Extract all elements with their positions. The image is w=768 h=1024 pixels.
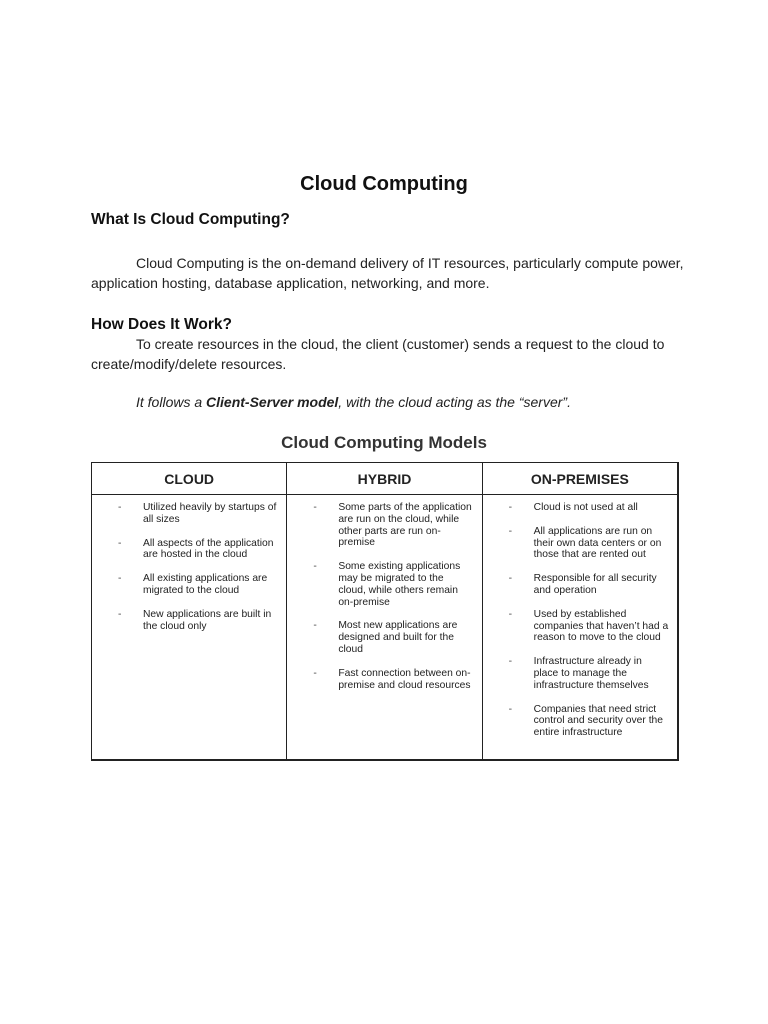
column-header: ON-PREMISES: [483, 463, 677, 495]
list-item-text: New applications are built in the cloud only: [143, 608, 272, 632]
list-item: [509, 656, 669, 691]
table-column-on-premises: [483, 463, 677, 759]
bullet-dash: -: [313, 561, 317, 573]
list-item: [118, 609, 278, 633]
list-item-text: Infrastructure already in place to manage the infrastructure themselves: [533, 656, 649, 691]
list-item: [118, 538, 278, 562]
list-item-text: Used by established companies that haven’t had a reason to move to the cloud: [533, 608, 669, 644]
list-item-text: All existing applications are migrated to the cloud: [143, 573, 268, 596]
paragraph-line: To create resources in the cloud, the client (customer) sends a request to the cloud to: [136, 336, 665, 352]
list-item: [313, 561, 473, 608]
list-item-text: Most new applications are designed and built for the cloud: [338, 620, 458, 655]
model-note-suffix: , with the cloud acting as the “server”.: [338, 394, 571, 410]
section-heading-how: How Does It Work?: [91, 316, 232, 333]
section-paragraph-what: [91, 254, 691, 293]
models-table: [91, 462, 679, 761]
bullet-dash: -: [118, 608, 122, 620]
list-item-text: Companies that need strict control and security over the entire infrastructure: [533, 703, 664, 739]
model-note-emphasis: Client-Server model: [206, 394, 339, 410]
list-item: [313, 502, 473, 549]
bullet-dash: -: [118, 537, 122, 549]
document-title: Cloud Computing: [300, 173, 468, 195]
list-item-text: Responsible for all security and operation: [533, 573, 657, 596]
list-item-text: Cloud is not used at all: [533, 502, 638, 513]
bullet-dash: -: [118, 502, 122, 513]
list-item: [509, 502, 669, 514]
list-item: [313, 620, 473, 655]
list-item: [118, 573, 278, 597]
section-paragraph-how: [91, 335, 691, 374]
bullet-dash: -: [508, 525, 513, 537]
model-note-prefix: It follows a: [136, 394, 207, 410]
table-column-cloud: [92, 463, 287, 759]
paragraph-line: create/modify/delete resources.: [91, 355, 287, 372]
list-item: [313, 668, 473, 692]
paragraph-line: application hosting, database application, networking, and more.: [91, 274, 490, 291]
list-item: [509, 704, 669, 739]
paragraph-line: Cloud Computing is the on-demand delivery of IT resources, particularly compute power,: [136, 255, 684, 271]
bullet-dash: -: [313, 502, 317, 513]
section-heading-what: What Is Cloud Computing?: [91, 211, 290, 228]
list-item-text: Some parts of the application are run on the cloud, while other parts are run on-premise: [338, 502, 472, 549]
bullet-dash: -: [508, 608, 513, 620]
bullet-dash: -: [508, 573, 513, 585]
list-item-text: Fast connection between on-premise and cloud resources: [338, 667, 471, 691]
list-item: [509, 526, 669, 561]
list-item-text: All aspects of the application are hosted in the cloud: [143, 537, 274, 561]
column-header: CLOUD: [92, 463, 286, 495]
model-note: [91, 393, 691, 413]
model-note-line: [91, 393, 691, 413]
bullet-dash: -: [508, 656, 513, 668]
list-item-text: Some existing applications may be migrated to the cloud, while others remain on-premise: [338, 561, 461, 608]
list-item: [118, 502, 278, 526]
column-body: [483, 495, 677, 739]
column-header: HYBRID: [287, 463, 481, 495]
bullet-dash: -: [508, 502, 513, 513]
table-column-hybrid: [287, 463, 482, 759]
bullet-dash: -: [508, 703, 513, 715]
bullet-dash: -: [313, 620, 317, 632]
list-item-text: All applications are run on their own data centers or on those that are rented out: [533, 525, 662, 561]
list-item: [509, 609, 669, 644]
bullet-dash: -: [118, 573, 122, 585]
column-body: [92, 495, 286, 632]
column-body: [287, 495, 481, 691]
list-item-text: Utilized heavily by startups of all sizes: [143, 502, 277, 525]
bullet-dash: -: [313, 667, 317, 679]
models-table-title: Cloud Computing Models: [281, 433, 487, 452]
list-item: [509, 573, 669, 597]
